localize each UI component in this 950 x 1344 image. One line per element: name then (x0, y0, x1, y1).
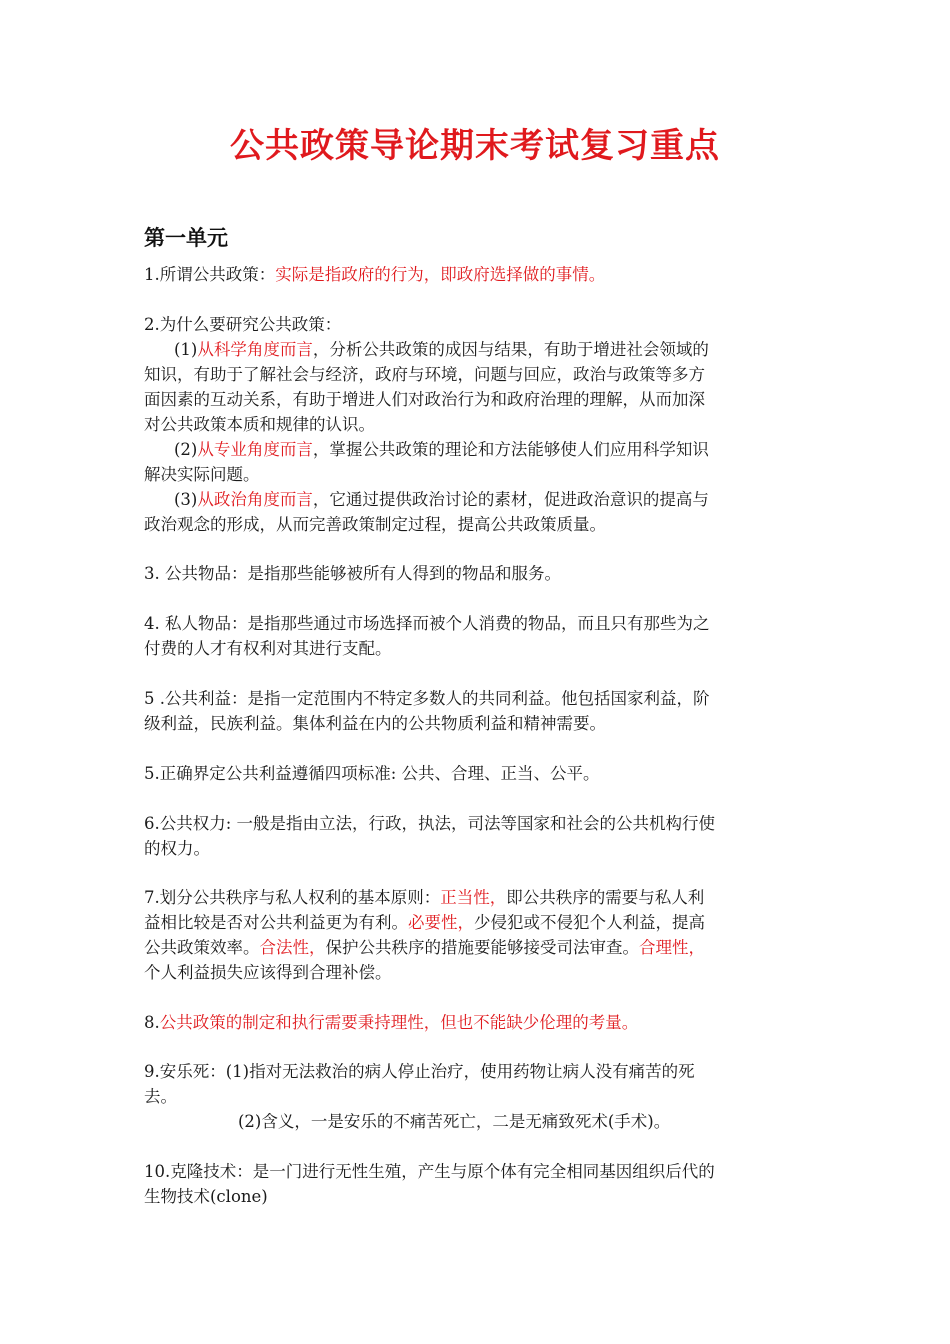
item-2-p2-text: ，掌握公共政策的理论和方法能够使人们应用科学知识 (312, 440, 709, 459)
item-9-line3: (2)含义，一是安乐的不痛苦死亡，二是无痛致死术(手术)。 (238, 1112, 671, 1131)
item-3 (144, 561, 808, 586)
item-2-p1-text: ，分析公共政策的成因与结果，有助于增进社会领域的 (312, 340, 709, 359)
item-2-heading: 2.为什么要研究公共政策： (144, 315, 342, 334)
item-1 (144, 262, 808, 287)
item-7-principle-legality: 合法性， (259, 938, 326, 957)
item-2-p2-number: (2) (174, 440, 198, 459)
item-2-p2-line2: 解决实际问题。 (144, 465, 260, 484)
page-title: 公共政策导论期末考试复习重点 (230, 126, 720, 166)
item-2-p1-line2: 知识，有助于了解社会与经济，政府与环境，问题与回应，政治与政策等多方 (144, 365, 705, 384)
item-7-text-2: 益相比较是否对公共利益更为有利。 (144, 913, 408, 932)
item-5-public-interest (144, 686, 808, 736)
item-7-text-3: 少侵犯或不侵犯个人利益，提高 (474, 913, 705, 932)
item-9-line2: 去。 (144, 1087, 177, 1106)
item-7 (144, 885, 808, 985)
item-6-line2: 的权力。 (144, 839, 210, 858)
item-2-p2-highlight: 从专业角度而言 (197, 440, 313, 459)
item-2-p3-text: ，它通过提供政治讨论的素材，促进政治意识的提高与 (312, 490, 709, 509)
item-5-standards-text: 5.正确界定公共利益遵循四项标准: 公共、合理、正当、公平。 (144, 764, 600, 783)
item-9 (144, 1059, 808, 1134)
item-4 (144, 611, 808, 661)
item-5-line2: 级利益，民族利益。集体利益在内的公共物质利益和精神需要。 (144, 714, 606, 733)
item-6 (144, 811, 808, 861)
item-8-number: 8. (144, 1013, 160, 1032)
item-4-line2: 付费的人才有权利对其进行支配。 (144, 639, 392, 658)
item-2 (144, 312, 808, 537)
item-2-p3-line2: 政治观念的形成，从而完善政策制定过程，提高公共政策质量。 (144, 515, 606, 534)
item-1-label: 1.所谓公共政策： (144, 265, 276, 284)
item-2-p3-number: (3) (174, 490, 198, 509)
item-7-label: 7.划分公共秩序与私人权利的基本原则： (144, 888, 441, 907)
item-2-p1-number: (1) (174, 340, 198, 359)
item-7-principle-legitimacy: 正当性， (440, 888, 507, 907)
item-9-line1: 9.安乐死：(1)指对无法救治的病人停止治疗，使用药物让病人没有痛苦的死 (144, 1062, 695, 1081)
item-7-principle-reasonableness: 合理性， (639, 938, 705, 957)
item-7-text-1: 即公共秩序的需要与私人利 (506, 888, 705, 907)
item-4-line1: 4. 私人物品：是指那些通过市场选择而被个人消费的物品，而且只有那些为之 (144, 614, 710, 633)
item-2-p1-highlight: 从科学角度而言 (197, 340, 313, 359)
item-3-text: 3. 公共物品：是指那些能够被所有人得到的物品和服务。 (144, 564, 561, 583)
item-2-p1-line3: 面因素的互动关系，有助于增进人们对政治行为和政府治理的理解，从而加深 (144, 390, 705, 409)
item-5-line1: 5 .公共利益：是指一定范围内不特定多数人的共同利益。他包括国家利益，阶 (144, 689, 710, 708)
item-5-standards (144, 761, 808, 786)
item-7-text-6: 个人利益损失应该得到合理补偿。 (144, 963, 392, 982)
item-7-text-5: 保护公共秩序的措施要能够接受司法审查。 (325, 938, 639, 957)
item-8 (144, 1010, 808, 1035)
item-8-text: 公共政策的制定和执行需要秉持理性，但也不能缺少伦理的考量。 (159, 1013, 639, 1032)
item-1-answer: 实际是指政府的行为，即政府选择做的事情。 (275, 265, 606, 284)
item-2-p3-highlight: 从政治角度而言 (197, 490, 313, 509)
item-7-text-4: 公共政策效率。 (144, 938, 260, 957)
item-6-line1: 6.公共权力: 一般是指由立法，行政，执法，司法等国家和社会的公共机构行使 (144, 814, 716, 833)
item-2-p1-line4: 对公共政策本质和规律的认识。 (144, 415, 375, 434)
item-7-principle-necessity: 必要性， (408, 913, 474, 932)
section-heading: 第一单元 (144, 226, 228, 250)
item-10-line2: 生物技术(clone) (144, 1187, 268, 1206)
item-10 (144, 1159, 808, 1209)
item-10-line1: 10.克隆技术：是一门进行无性生殖，产生与原个体有完全相同基因组织后代的 (144, 1162, 715, 1181)
